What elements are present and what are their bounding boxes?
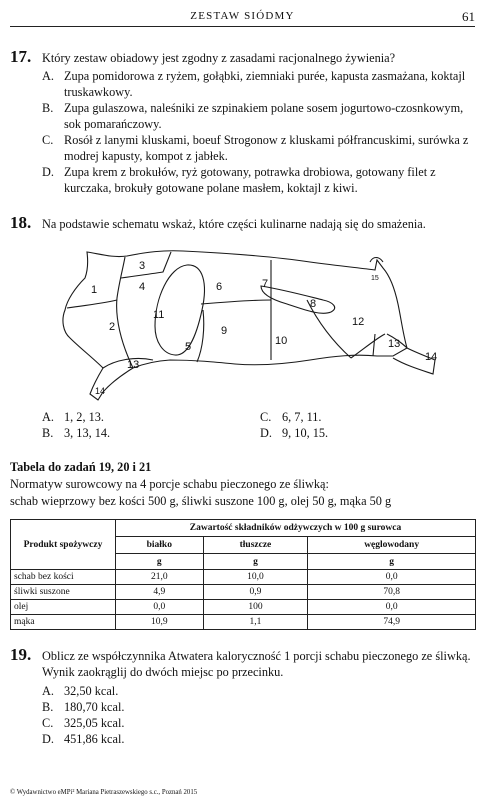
- option-text: Zupa gulaszowa, naleśniki ze szpinakiem polane sosem jogurtowo-czosnkowym, sok pomarańczowy.: [64, 101, 464, 131]
- option-letter: D.: [42, 165, 54, 179]
- question-18-options: [42, 410, 462, 442]
- cut-label: 13: [127, 359, 140, 371]
- option-letter: D.: [260, 426, 272, 440]
- table-cell: 21,0: [116, 570, 204, 585]
- cut-label: 4: [139, 281, 146, 293]
- option-text: 325,05 kcal.: [64, 716, 125, 730]
- question-19: [10, 645, 476, 747]
- question-text: Który zestaw obiadowy jest zgodny z zasadami racjonalnego żywienia?: [42, 51, 396, 65]
- unit-header: g: [308, 554, 476, 570]
- option-letter: A.: [42, 410, 54, 424]
- cut-label: 8: [310, 298, 317, 310]
- option-text: Zupa krem z brokułów, ryż gotowany, potrawka drobiowa, gotowany filet z kurczaka, brokuły gotowane polane masłem, koktajl z kiwi.: [64, 165, 436, 195]
- table-ingredients: schab wieprzowy bez kości 500 g, śliwki suszone 100 g, olej 50 g, mąka 50 g: [10, 494, 392, 508]
- option-text: 9, 10, 15.: [282, 426, 329, 440]
- product-name: śliwki suszone: [11, 585, 116, 600]
- table-row: [11, 600, 476, 615]
- cut-label: 9: [221, 325, 228, 337]
- product-name: mąka: [11, 615, 116, 630]
- cut-label: 14: [425, 351, 438, 363]
- option-b[interactable]: [42, 100, 476, 132]
- option-letter: C.: [42, 716, 54, 730]
- table-title: Tabela do zadań 19, 20 i 21: [10, 460, 152, 474]
- option-letter: B.: [42, 426, 54, 440]
- table-cell: 0,0: [308, 570, 476, 585]
- page-number: 61: [462, 9, 475, 24]
- table-cell: 10,0: [203, 570, 308, 585]
- nutrition-table: [10, 519, 476, 630]
- option-letter: C.: [42, 133, 54, 147]
- column-header: tłuszcze: [203, 537, 308, 554]
- question-number: 17.: [10, 47, 32, 66]
- cut-label: 6: [216, 281, 223, 293]
- table-row: [11, 585, 476, 600]
- option-b[interactable]: [42, 699, 476, 715]
- cut-label: 3: [139, 260, 146, 272]
- option-c[interactable]: [42, 715, 476, 731]
- option-a[interactable]: [42, 68, 476, 100]
- option-a[interactable]: [42, 683, 476, 699]
- option-d[interactable]: [42, 731, 476, 747]
- table-row: [11, 615, 476, 630]
- option-text: 6, 7, 11.: [282, 410, 322, 424]
- table-row: [11, 570, 476, 585]
- copyright-footer: © Wydawnictwo eMPi² Mariana Pietraszewskiego s.c., Poznań 2015: [10, 789, 198, 796]
- unit-header: g: [203, 554, 308, 570]
- cut-label: 5: [185, 341, 192, 353]
- option-a[interactable]: [42, 410, 104, 425]
- option-text: 180,70 kcal.: [64, 700, 125, 714]
- question-number: 18.: [10, 213, 32, 232]
- unit-header: g: [116, 554, 204, 570]
- option-b[interactable]: [42, 426, 110, 441]
- option-c[interactable]: [260, 410, 322, 425]
- question-text: Oblicz ze współczynnika Atwatera kaloryczność 1 porcji schabu pieczonego ze śliwką. Wynik zaokrąglij do dwóch miejsc po przecinku.: [42, 649, 471, 679]
- option-letter: C.: [260, 410, 272, 424]
- column-header-product: Produkt spożywczy: [11, 520, 116, 570]
- table-cell: 4,9: [116, 585, 204, 600]
- cut-label: 11: [153, 309, 165, 321]
- option-letter: A.: [42, 684, 54, 698]
- question-17: [10, 47, 476, 196]
- column-header: białko: [116, 537, 204, 554]
- table-cell: 10,9: [116, 615, 204, 630]
- option-letter: B.: [42, 101, 54, 115]
- table-cell: 70,8: [308, 585, 476, 600]
- option-text: 3, 13, 14.: [64, 426, 111, 440]
- option-text: 32,50 kcal.: [64, 684, 119, 698]
- table-cell: 0,0: [116, 600, 204, 615]
- cut-label: 7: [262, 278, 269, 290]
- cut-label: 1: [91, 284, 98, 296]
- option-d[interactable]: [260, 426, 328, 441]
- question-number: 19.: [10, 645, 32, 664]
- table-cell: 74,9: [308, 615, 476, 630]
- cut-label: 12: [352, 316, 365, 328]
- page-header: [10, 8, 475, 27]
- cut-label: 15: [371, 275, 379, 282]
- cut-label: 13: [388, 338, 401, 350]
- cut-label: 10: [275, 335, 288, 347]
- product-name: schab bez kości: [11, 570, 116, 585]
- option-letter: A.: [42, 69, 54, 83]
- column-header: węglowodany: [308, 537, 476, 554]
- table-intro: Normatyw surowcowy na 4 porcje schabu pieczonego ze śliwką:: [10, 477, 329, 491]
- product-name: olej: [11, 600, 116, 615]
- table-cell: 1,1: [203, 615, 308, 630]
- option-text: 451,86 kcal.: [64, 732, 125, 746]
- question-text: Na podstawie schematu wskaż, które części kulinarne nadają się do smażenia.: [42, 217, 426, 231]
- section-title: ZESTAW SIÓDMY: [190, 10, 295, 22]
- pork-cuts-diagram: [55, 238, 450, 408]
- option-text: Rosół z lanymi kluskami, boeuf Strogonow z kluskami półfrancuskimi, surówka z modrej kapusty, kompot z jabłek.: [64, 133, 469, 163]
- table-cell: 0,9: [203, 585, 308, 600]
- cut-label: 14: [95, 386, 106, 396]
- option-text: Zupa pomidorowa z ryżem, gołąbki, ziemniaki purée, kapusta zasmażana, koktajl truskawkowy.: [64, 69, 466, 99]
- option-letter: B.: [42, 700, 54, 714]
- cut-label: 2: [109, 321, 116, 333]
- option-c[interactable]: [42, 132, 476, 164]
- option-d[interactable]: [42, 164, 476, 196]
- group-header: Zawartość składników odżywczych w 100 g surowca: [116, 520, 476, 537]
- option-letter: D.: [42, 732, 54, 746]
- table-cell: 100: [203, 600, 308, 615]
- question-18: [10, 213, 476, 232]
- option-text: 1, 2, 13.: [64, 410, 104, 424]
- table-cell: 0,0: [308, 600, 476, 615]
